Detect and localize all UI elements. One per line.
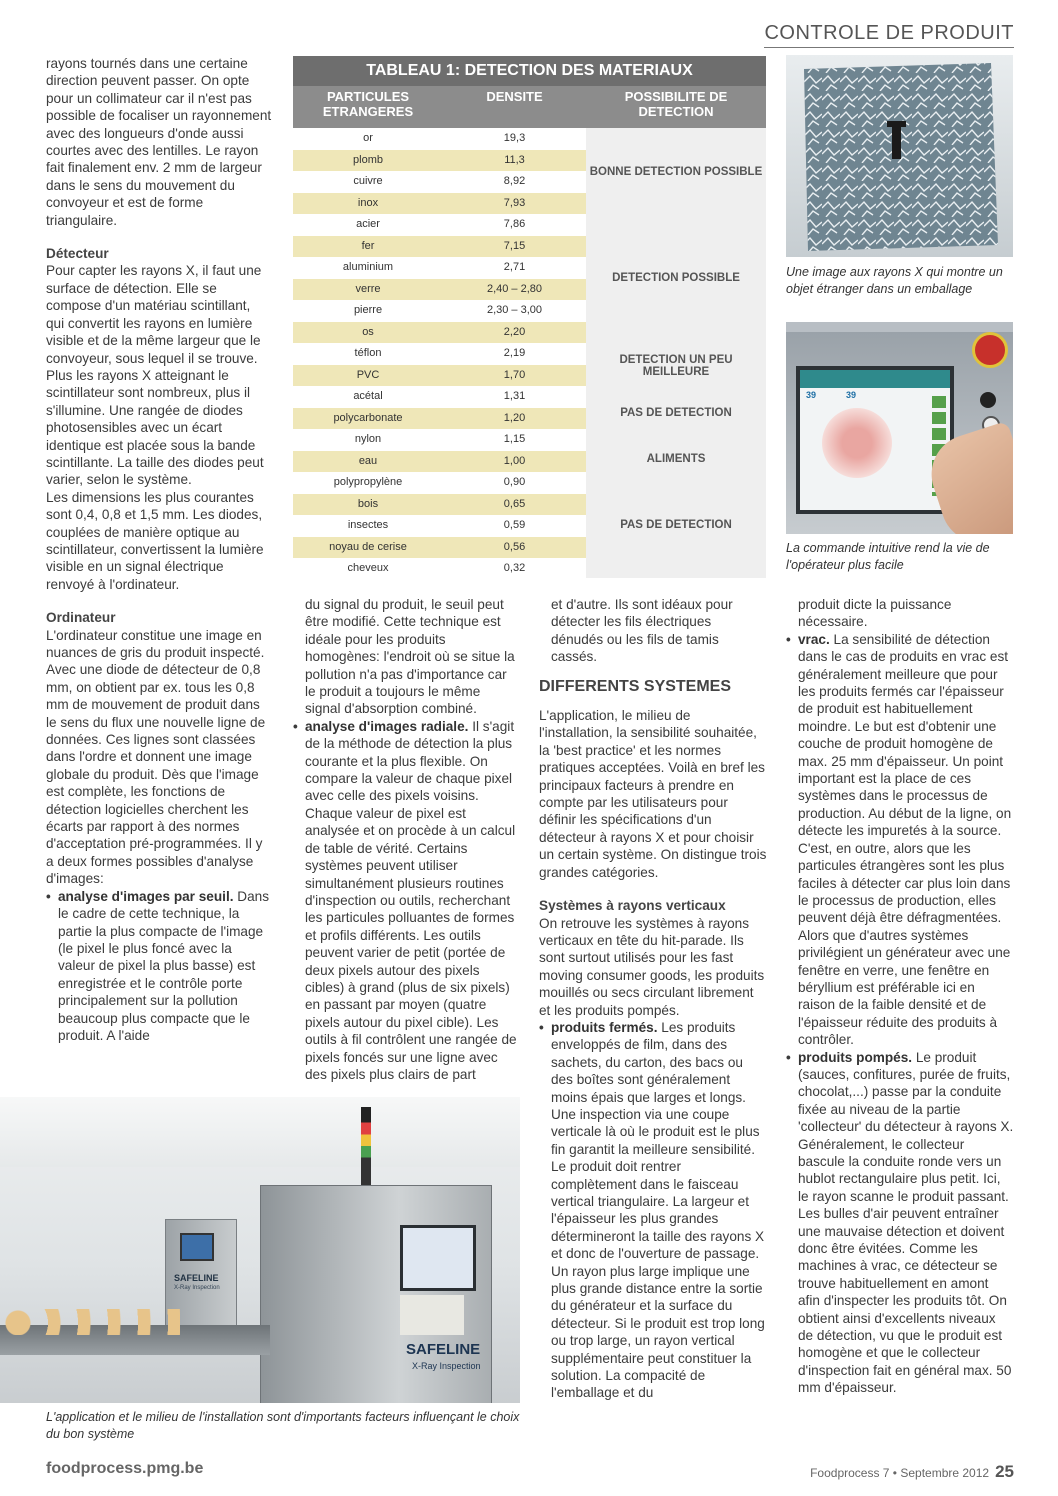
table-row bbox=[293, 279, 586, 301]
brand-sublabel: X-Ray Inspection bbox=[174, 1285, 220, 1291]
table-row bbox=[293, 322, 586, 344]
table-row bbox=[293, 408, 586, 430]
hmi-screen bbox=[796, 366, 954, 514]
brand-sublabel: X-Ray Inspection bbox=[412, 1361, 481, 1371]
brand-label: SAFELINE bbox=[174, 1273, 219, 1283]
table-cell-particle: polycarbonate bbox=[333, 411, 403, 424]
table-cell-density: 0,32 bbox=[503, 562, 526, 574]
bullet-bold: analyse d'images par seuil. bbox=[58, 888, 234, 904]
xray-package-graphic bbox=[786, 55, 1013, 257]
table-cell-density: 2,40 – 2,80 bbox=[486, 282, 543, 295]
table-row bbox=[293, 343, 586, 365]
table-cell-particle: os bbox=[362, 325, 374, 338]
table-row bbox=[293, 300, 586, 322]
table-row bbox=[293, 214, 586, 236]
column-4 bbox=[786, 596, 1014, 1397]
bullet-bold: produits pompés. bbox=[798, 1049, 913, 1065]
table-cell-density: 0,56 bbox=[503, 540, 526, 553]
section-title: CONTROLE DE PRODUIT bbox=[764, 22, 1014, 48]
machine-label-panel bbox=[400, 1295, 464, 1335]
page-number: 25 bbox=[995, 1462, 1014, 1481]
bullet-item bbox=[786, 631, 1014, 1049]
bullet-list bbox=[539, 1019, 767, 1402]
key-switch[interactable] bbox=[980, 392, 996, 408]
detection-group: PAS DE DETECTION bbox=[620, 407, 732, 419]
table-cell-density: 2,20 bbox=[503, 325, 526, 338]
table-cell-particle: nylon bbox=[354, 433, 382, 445]
detection-column bbox=[586, 128, 766, 578]
table-header-detection: POSSIBILITE DE DETECTION bbox=[624, 89, 728, 119]
table-cell-particle: plomb bbox=[353, 153, 383, 166]
table-cell-density: 1,70 bbox=[503, 368, 526, 381]
table-row bbox=[293, 537, 586, 559]
table-cell-particle: acétal bbox=[353, 390, 383, 402]
machine-screen-large bbox=[400, 1225, 476, 1291]
table-cell-density: 2,19 bbox=[503, 347, 526, 359]
screen-topbar bbox=[800, 370, 950, 388]
bullet-list bbox=[293, 718, 519, 1084]
table-cell-density: 0,59 bbox=[503, 519, 526, 531]
table-row bbox=[293, 494, 586, 516]
bread-products bbox=[0, 1309, 180, 1335]
footer-issue-text: Foodprocess 7 • Septembre 2012 bbox=[810, 1466, 990, 1480]
table-header-density: DENSITE bbox=[486, 89, 543, 104]
table-cell-particle: cuivre bbox=[353, 175, 383, 187]
table-row bbox=[293, 429, 586, 451]
table-row bbox=[293, 257, 586, 279]
brand-label: SAFELINE bbox=[406, 1341, 481, 1358]
table-cell-particle: fer bbox=[361, 239, 375, 252]
table-cell-density: 11,3 bbox=[504, 153, 525, 166]
column-2 bbox=[293, 596, 519, 1083]
bullet-item bbox=[539, 1019, 767, 1402]
table-cell-density: 1,20 bbox=[503, 411, 526, 424]
table-title: TABLEAU 1: DETECTION DES MATERIAUX bbox=[293, 56, 766, 86]
table-row bbox=[293, 386, 586, 408]
detection-group: ALIMENTS bbox=[646, 453, 706, 465]
table-row bbox=[293, 128, 586, 150]
detection-group: BONNE DETECTION POSSIBLE bbox=[589, 166, 763, 178]
touchscreen-image bbox=[786, 322, 1013, 534]
table-row bbox=[293, 171, 586, 193]
col4-paragraph: produit dicte la puissance nécessaire. bbox=[798, 597, 952, 630]
table-cell-density: 2,71 bbox=[503, 261, 526, 273]
column-1 bbox=[46, 55, 272, 1044]
detection-group: DETECTION UN PEU MEILLEURE bbox=[619, 354, 733, 378]
table-cell-density: 8,92 bbox=[503, 175, 526, 187]
heading-differents-systemes: DIFFERENTS SYSTEMES bbox=[539, 677, 732, 695]
col1-paragraph: Les dimensions les plus courantes sont 0,4, 0,8 et 1,5 mm. Les diodes, couplées de manière optique au scintillateur, convertissent la lumière visible en un signal électrique renvoyé à l'ordinateur. bbox=[46, 489, 264, 592]
table-row bbox=[293, 193, 586, 215]
col3-paragraph: On retrouve les systèmes à rayons verticaux en tête du hit-parade. Ils sont surtout utilisés pour les fast moving consumer goods, les produits mouillés ou secs circulant librement et les produits pompés. bbox=[539, 915, 765, 1018]
xray-preview bbox=[822, 408, 892, 478]
heading-ordinateur: Ordinateur bbox=[46, 610, 116, 626]
table-cell-density: 2,30 – 3,00 bbox=[486, 304, 543, 316]
table-row bbox=[293, 236, 586, 258]
bullet-text: Le produit (sauces, confitures, purée de fruits, chocolat,...) passe par la conduite fixée au niveau de la partie 'collecteur' du détecteur à rayons X. Généralement, le collecteur bascule la conduite ronde vers un hublot rectangulaire plus petit. Ici, le rayon scanne le produit passant. Les bulles d'air peuvent entraîner une mauvaise détection et doivent donc être évitées. Comme les machines à vrac, ce détecteur se trouve habituellement en amont afin d'inspecter les produits tôt. On obtient ainsi d'excellents niveaux de détection, vu que le produit est homogène et que le collecteur d'inspection fait en général max. 50 mm d'épaisseur. bbox=[798, 1049, 1014, 1396]
touchscreen-caption: La commande intuitive rend la vie de l'opérateur plus facile bbox=[786, 541, 990, 572]
col1-paragraph: Pour capter les rayons X, il faut une surface de détection. Elle se compose d'un matériau scintillant, qui convertit les rayons en lumière visible et de la même largeur que le convoyeur, sous lequel il se trouve. Plus les rayons X atteignant le scintillateur sont nombreux, plus il s'illumine. Une rangée de diodes photosensibles avec un écart identique est placée sous la bande scintillante. La taille des diodes peut varier, selon le système. bbox=[46, 263, 264, 488]
bullet-bold: analyse d'images radiale. bbox=[305, 718, 469, 734]
table-cell-density: 7,86 bbox=[503, 218, 526, 230]
detection-group: DETECTION POSSIBLE bbox=[612, 272, 740, 284]
table-cell-particle: acier bbox=[356, 218, 380, 230]
detection-group: PAS DE DETECTION bbox=[620, 519, 732, 531]
footer-url[interactable]: foodprocess.pmg.be bbox=[46, 1460, 204, 1477]
table-cell-particle: noyau de cerise bbox=[329, 540, 407, 553]
table-header-particles: PARTICULES ETRANGERES bbox=[322, 89, 414, 119]
column-3 bbox=[539, 596, 767, 1402]
bullet-list bbox=[46, 888, 272, 1045]
bullet-item bbox=[786, 1049, 1014, 1397]
table-row bbox=[293, 472, 586, 494]
table-body bbox=[293, 128, 586, 580]
bullet-text: La sensibilité de détection dans le cas de produits en vrac est généralement meilleure que pour les produits fermés car l'épaisseur de produit est habituellement moindre. Le but est d'obtenir une couche de produit homogène de max. 25 mm d'épaisseur. Un point important est la place de ces systèmes dans le processus de production. Au début de la ligne, on détecte les impuretés à la source. C'est, en outre, alors que les particules étrangères sont les plus faciles à détecter car plus loin dans le processus de production, elles peuvent déjà être défragmentées. Alors que d'autres systèmes privilégient un générateur avec une fenêtre en verre, une fenêtre en béryllium est préférable ici en raison de la faible densité et de l'épaisseur réduite des produits à contrôler. bbox=[798, 631, 1012, 1048]
signal-tower bbox=[361, 1107, 371, 1185]
table-row bbox=[293, 365, 586, 387]
table-cell-density: 1,15 bbox=[503, 433, 526, 445]
bullet-item bbox=[46, 888, 272, 1045]
table-cell-particle: cheveux bbox=[347, 562, 389, 574]
bullet-item bbox=[293, 718, 519, 1084]
col3-paragraph: et d'autre. Ils sont idéaux pour détecter les fils électriques dénudés ou les fils de tamis cassés. bbox=[551, 597, 733, 665]
table-row bbox=[293, 558, 586, 580]
xray-caption: Une image aux rayons X qui montre un objet étranger dans un emballage bbox=[786, 265, 1003, 296]
table-header bbox=[293, 86, 766, 128]
table-cell-particle: téflon bbox=[354, 347, 382, 359]
table-cell-particle: aluminium bbox=[342, 261, 394, 273]
table-row bbox=[293, 515, 586, 537]
bullet-text: Dans le cadre de cette technique, la partie la plus compacte de l'image (le pixel le plus foncé avec la valeur de pixel la plus basse) est enregistrée et le contrôle porte principalement sur la pollution beaucoup plus compacte que le produit. A l'aide bbox=[58, 888, 270, 1043]
footer-issue bbox=[810, 1462, 1014, 1482]
bullet-text: Les produits enveloppés de film, dans des sachets, du carton, des bacs ou des boîtes sont généralement moins épais que larges et longs. Une inspection via une coupe verticale là où le produit est le plus fin garantit la meilleure sensibilité. Le produit doit rentrer complètement dans le faisceau vertical triangulaire. La largeur et l'épaisseur les plus grandes détermineront la taille des rayons X et donc de l'ouverture de passage. Un rayon plus large implique une plus grande distance entre la sortie du générateur et la surface du détecteur. Si le produit est trop long ou trop large, un rayon vertical supplémentaire peut constituer la solution. La compacité de l'emballage et du bbox=[551, 1019, 765, 1401]
col1-intro: rayons tournés dans une certaine direction peuvent passer. On opte pour un collimateur car il n'est pas possible de focaliser un rayonnement avec des longueurs d'onde aussi courtes avec des lentilles. Le rayon fait finalement env. 2 mm de largeur dans le sens du mouvement du convoyeur et est de forme triangulaire. bbox=[46, 56, 272, 228]
table-cell-particle: or bbox=[363, 132, 373, 144]
table-cell-particle: verre bbox=[355, 282, 381, 295]
table-row bbox=[293, 451, 586, 473]
table-cell-particle: polypropylène bbox=[333, 476, 403, 488]
table-cell-particle: inox bbox=[357, 196, 379, 209]
table-cell-density: 7,93 bbox=[503, 196, 526, 209]
screen-counter: 39 bbox=[846, 390, 857, 400]
col1-paragraph: L'ordinateur constitue une image en nuances de gris du produit inspecté. Avec une diode de détecteur de 0,8 mm, on obtient par ex. tous les 0,8 mm de mouvement de produit dans le sens du flux une nouvelle ligne de données. Ces lignes sont classées dans l'ordre et donnent une image globale du produit. Dès que l'image est complète, les fonctions de détection logicielles cherchent les écarts par rapport à des normes d'acceptation pré-programmées. Il y a deux formes possibles d'analyse d'images: bbox=[46, 627, 266, 887]
bullet-bold: vrac. bbox=[798, 631, 830, 647]
bullet-bold: produits fermés. bbox=[551, 1019, 658, 1035]
table-cell-density: 1,31 bbox=[503, 390, 526, 402]
table-cell-density: 0,65 bbox=[503, 497, 526, 510]
table-cell-particle: insectes bbox=[347, 519, 389, 531]
col3-paragraph: L'application, le milieu de l'installation, la sensibilité souhaitée, la 'best practice' et les normes pratiques acceptées. Voilà en bref les principaux facteurs à prendre en compte par les utilisateurs pour définir les spécifications d'un détecteur à rayons X et pour choisir un certain système. On distingue trois grandes catégories. bbox=[539, 708, 767, 880]
table-cell-density: 19,3 bbox=[503, 132, 526, 144]
table-cell-density: 0,90 bbox=[503, 476, 526, 488]
bullet-list bbox=[786, 631, 1014, 1397]
ceiling bbox=[0, 1097, 520, 1167]
bullet-text: Il s'agit de la méthode de détection la plus courante et la plus flexible. On compare la valeur de chaque pixel avec celle des pixels voisins. Chaque valeur de pixel est analysée et on procède à un calcul de table de vérité. Certains systèmes peuvent utiliser simultanément plusieurs routines d'inspection ou outils, recherchant les particules polluantes de formes et profils différents. Les outils peuvent varier de petit (portée de deux pixels autour des pixels cibles) à grand (plus de six pixels) en passant par moyen (quatre pixels autour du pixel cible). Les outils à fil contrôlent une rangée de pixels foncés sur une ligne avec des pixels plus clairs de part bbox=[305, 718, 517, 1082]
table-row bbox=[293, 150, 586, 172]
table-cell-particle: eau bbox=[358, 454, 378, 467]
screen-counter: 39 bbox=[806, 390, 817, 400]
heading-detecteur: Détecteur bbox=[46, 246, 109, 262]
heading-rayons-verticaux: Systèmes à rayons verticaux bbox=[539, 898, 726, 914]
table-cell-particle: pierre bbox=[353, 304, 383, 316]
table-cell-density: 1,00 bbox=[503, 454, 526, 467]
factory-image bbox=[0, 1097, 520, 1403]
table-cell-particle: bois bbox=[357, 497, 379, 510]
table-cell-particle: PVC bbox=[356, 368, 380, 381]
table-cell-density: 7,15 bbox=[503, 239, 526, 252]
machine-screen-small bbox=[180, 1233, 214, 1261]
factory-caption: L'application et le milieu de l'installation sont d'importants facteurs influençant le choix du bon système bbox=[46, 1410, 520, 1441]
col2-paragraph: du signal du produit, le seuil peut être modifié. Cette technique est idéale pour les produits homogènes: l'endroit où se situe la pollution n'a pas d'importance car le produit a toujours le même signal d'absorption combiné. bbox=[305, 597, 515, 717]
xray-image bbox=[786, 55, 1013, 257]
emergency-stop-button[interactable] bbox=[972, 332, 1008, 368]
